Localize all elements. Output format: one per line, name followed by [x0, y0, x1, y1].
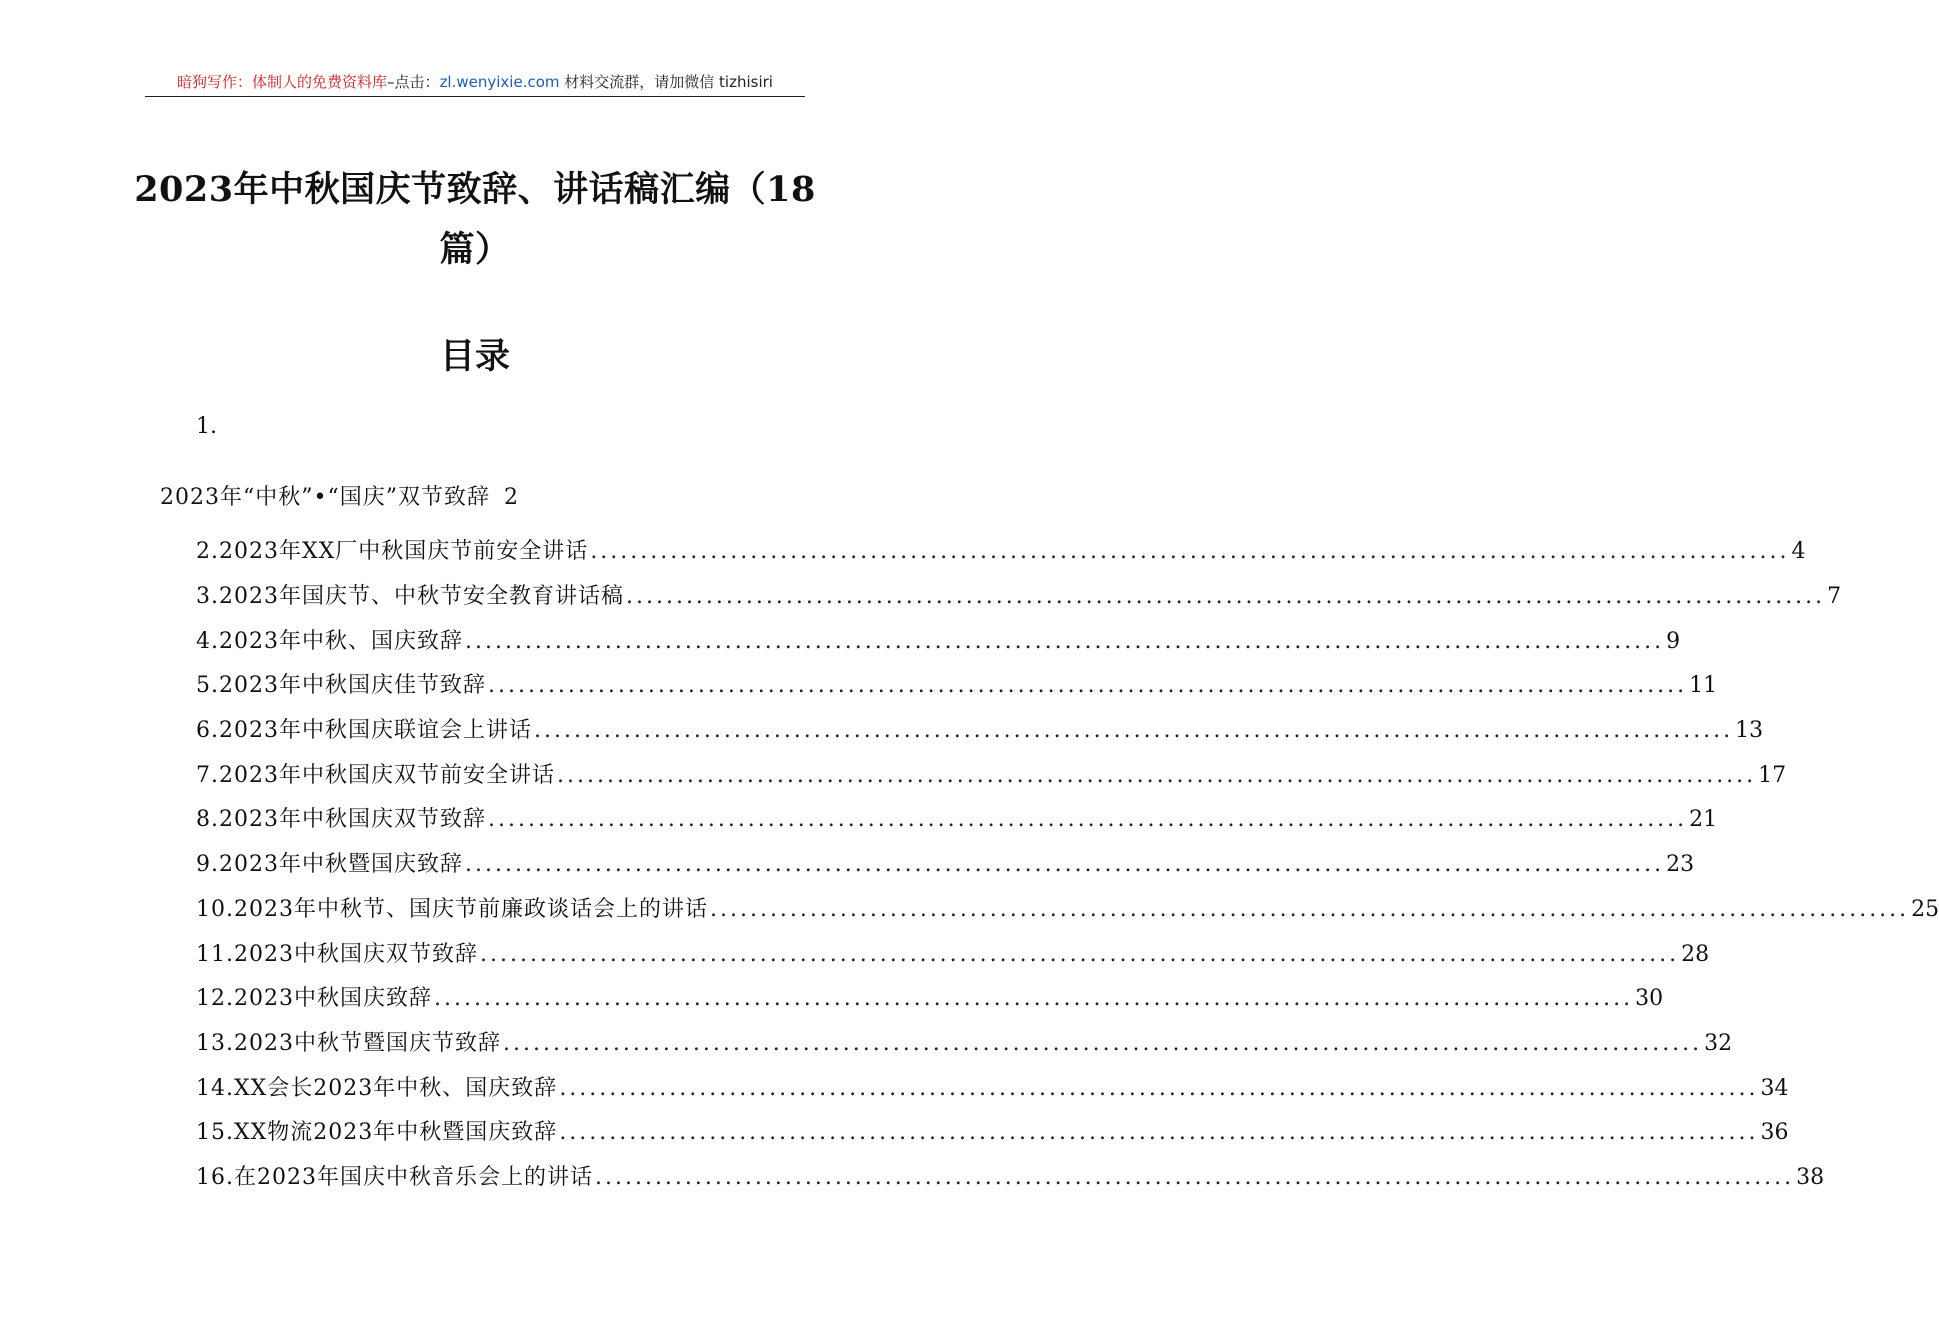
toc-item-title: 13.2023中秋节暨国庆节致辞: [196, 1030, 501, 1056]
toc-item[interactable]: [196, 1066, 1789, 1111]
header-divider: [145, 96, 805, 97]
toc-leader-dots: ........................................................................................................................: [559, 1120, 1759, 1146]
page-header: [145, 72, 805, 92]
toc-item[interactable]: [196, 1022, 1733, 1067]
toc-leader-dots: ........................................................................................................................: [625, 584, 1826, 610]
toc-list: [196, 530, 1939, 1200]
toc-item-title: 8.2023年中秋国庆双节致辞: [196, 807, 486, 833]
toc-item-title: 6.2023年中秋国庆联谊会上讲话: [196, 718, 532, 744]
toc-item-title: 12.2023中秋国庆致辞: [196, 986, 432, 1012]
toc-item-page: 9: [1666, 628, 1681, 654]
toc-item[interactable]: [196, 530, 1806, 575]
toc-item-page: 30: [1635, 986, 1664, 1012]
toc-leader-dots: ........................................................................................................................: [464, 628, 1665, 654]
toc-item-page: 36: [1760, 1120, 1789, 1146]
header-wechat-note: 材料交流群，请加微信 tizhisiri: [559, 73, 773, 91]
toc-leader-dots: ........................................................................................................................: [590, 539, 1790, 565]
toc-leader-dots: ........................................................................................................................: [487, 807, 1688, 833]
toc-leader-dots: ........................................................................................................................: [433, 986, 1634, 1012]
toc-leader-dots: ........................................................................................................................: [594, 1164, 1795, 1190]
toc-item-title: 2023年“中秋”•“国庆”双节致辞: [160, 485, 490, 510]
toc-item-title: 10.2023年中秋节、国庆节前廉政谈话会上的讲话: [196, 896, 708, 922]
toc-item[interactable]: [196, 888, 1939, 933]
toc-item[interactable]: [196, 753, 1787, 798]
toc-item-first[interactable]: [160, 483, 519, 513]
toc-item-title: 11.2023中秋国庆双节致辞: [196, 941, 478, 967]
toc-item-page: 32: [1704, 1030, 1733, 1056]
toc-item-page: 28: [1681, 941, 1710, 967]
toc-leader-dots: ........................................................................................................................: [559, 1075, 1759, 1101]
header-site-name: 暗狗写作：体制人的免费资料库: [177, 73, 388, 91]
toc-leader-dots: ........................................................................................................................: [487, 673, 1688, 699]
toc-leader-dots: ........................................................................................................................: [709, 896, 1910, 922]
toc-leader-dots: ........................................................................................................................: [533, 718, 1734, 744]
toc-leader-dots: ........................................................................................................................: [479, 941, 1680, 967]
toc-item-title: 7.2023年中秋国庆双节前安全讲话: [196, 762, 555, 788]
toc-item[interactable]: [196, 1111, 1789, 1156]
toc-item-number: 1.: [196, 414, 217, 439]
toc-item-page: 38: [1796, 1164, 1825, 1190]
toc-item-page: 34: [1760, 1075, 1789, 1101]
toc-item-page: 4: [1791, 539, 1806, 565]
toc-item-page: 13: [1735, 718, 1764, 744]
toc-item-title: 3.2023年国庆节、中秋节安全教育讲话稿: [196, 584, 624, 610]
toc-item-title: 9.2023年中秋暨国庆致辞: [196, 852, 463, 878]
toc-item[interactable]: [196, 932, 1710, 977]
toc-item-page: 7: [1827, 584, 1842, 610]
toc-item[interactable]: [196, 664, 1718, 709]
toc-item-title: 16.在2023年国庆中秋音乐会上的讲话: [196, 1164, 593, 1190]
toc-leader-dots: ........................................................................................................................: [502, 1030, 1703, 1056]
document-title: 2023年中秋国庆节致辞、讲话稿汇编（18篇）: [134, 169, 816, 270]
toc-leader-dots: ........................................................................................................................: [464, 852, 1665, 878]
toc-item-page: 25: [1911, 896, 1939, 922]
toc-item-page: 21: [1689, 807, 1718, 833]
toc-item[interactable]: [196, 977, 1664, 1022]
header-click-label: –点击：: [387, 73, 440, 91]
toc-item-title: 5.2023年中秋国庆佳节致辞: [196, 673, 486, 699]
toc-item[interactable]: [196, 709, 1764, 754]
toc-item[interactable]: [196, 843, 1695, 888]
toc-item-page: 11: [1689, 673, 1718, 699]
toc-item-title: 2.2023年XX厂中秋国庆节前安全讲话: [196, 539, 589, 565]
toc-item-title: 14.XX会长2023年中秋、国庆致辞: [196, 1075, 558, 1101]
toc-item[interactable]: [196, 575, 1842, 620]
toc-item[interactable]: [196, 798, 1718, 843]
toc-item-title: 15.XX物流2023年中秋暨国庆致辞: [196, 1120, 558, 1146]
header-link[interactable]: zl.wenyixie.com: [439, 73, 560, 91]
toc-item-page: 23: [1666, 852, 1695, 878]
toc-item-page: 17: [1758, 762, 1787, 788]
toc-item-title: 4.2023年中秋、国庆致辞: [196, 628, 463, 654]
toc-item-page: 2: [503, 485, 519, 510]
toc-leader-dots: ........................................................................................................................: [556, 762, 1757, 788]
toc-heading: 目录: [439, 336, 510, 377]
toc-item[interactable]: [196, 619, 1681, 664]
toc-item[interactable]: [196, 1156, 1825, 1201]
